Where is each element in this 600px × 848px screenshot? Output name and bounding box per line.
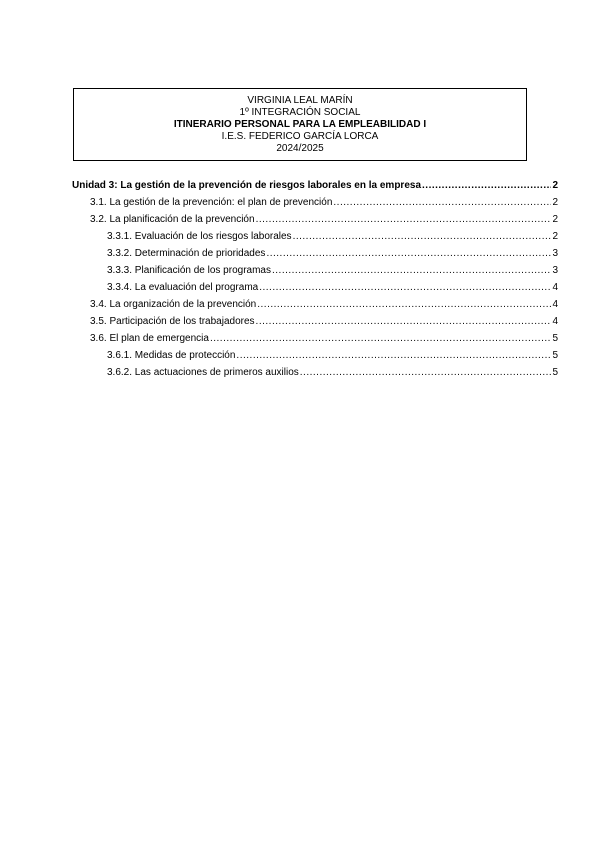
course-name: 1º INTEGRACIÓN SOCIAL [239,107,361,118]
toc-entry-3-2[interactable] [72,214,558,231]
toc-entry-3-6-1[interactable] [72,350,558,367]
toc-entry-title: 3.6. El plan de emergencia [90,333,209,344]
toc-entry-title: 3.6.2. Las actuaciones de primeros auxilios [107,367,299,378]
author-name: VIRGINIA LEAL MARÍN [247,95,353,106]
toc-entry-title: 3.3.1. Evaluación de los riesgos laborales [107,231,292,242]
toc-entry-3-6-2[interactable] [72,367,558,384]
toc-entry-page: 5 [552,350,558,361]
toc-entry-3-3-4[interactable] [72,282,558,299]
toc-leader-dots [236,350,551,362]
toc-entry-3-5[interactable] [72,316,558,333]
document-header-box [73,88,527,161]
toc-leader-dots [210,333,551,345]
toc-leader-dots [300,367,552,379]
toc-entry-3-6[interactable] [72,333,558,350]
subject-title: ITINERARIO PERSONAL PARA LA EMPLEABILIDAD I [173,119,427,130]
toc-entry-title: 3.3.2. Determinación de prioridades [107,248,266,259]
toc-leader-dots [333,197,551,209]
toc-entry-title: 3.5. Participación de los trabajadores [90,316,255,327]
toc-entry-3-3-1[interactable] [72,231,558,248]
toc-entry-title: 3.4. La organización de la prevención [90,299,257,310]
toc-entry-3-1[interactable] [72,197,558,214]
toc-entry-page: 2 [552,214,558,225]
toc-entry-3-4[interactable] [72,299,558,316]
toc-entry-page: 4 [552,282,558,293]
toc-leader-dots [257,299,551,311]
toc-leader-dots [256,316,552,328]
toc-entry-title: 3.3.4. La evaluación del programa [107,282,259,293]
toc-entry-title: 3.2. La planificación de la prevención [90,214,255,225]
toc-entry-3-3-3[interactable] [72,265,558,282]
toc-entry-3-3-2[interactable] [72,248,558,265]
toc-entry-page: 3 [552,265,558,276]
toc-entry-unit-3[interactable] [72,180,558,197]
school-year: 2024/2025 [276,143,324,154]
toc-entry-page: 2 [552,197,558,208]
toc-entry-page: 4 [552,299,558,310]
toc-entry-page: 2 [552,180,558,191]
toc-leader-dots [272,265,551,277]
table-of-contents [72,180,558,384]
toc-entry-title: 3.6.1. Medidas de protección [107,350,236,361]
school-name: I.E.S. FEDERICO GARCÍA LORCA [221,131,379,142]
toc-leader-dots [422,180,551,192]
toc-entry-page: 2 [552,231,558,242]
toc-entry-page: 5 [552,333,558,344]
toc-entry-title: Unidad 3: La gestión de la prevención de riesgos laborales en la empresa [72,180,422,191]
toc-leader-dots [259,282,551,294]
toc-entry-page: 3 [552,248,558,259]
toc-entry-page: 5 [552,367,558,378]
toc-entry-title: 3.3.3. Planificación de los programas [107,265,271,276]
toc-leader-dots [293,231,552,243]
toc-entry-title: 3.1. La gestión de la prevención: el plan de prevención [90,197,333,208]
toc-leader-dots [256,214,552,226]
toc-leader-dots [266,248,551,260]
toc-entry-page: 4 [552,316,558,327]
